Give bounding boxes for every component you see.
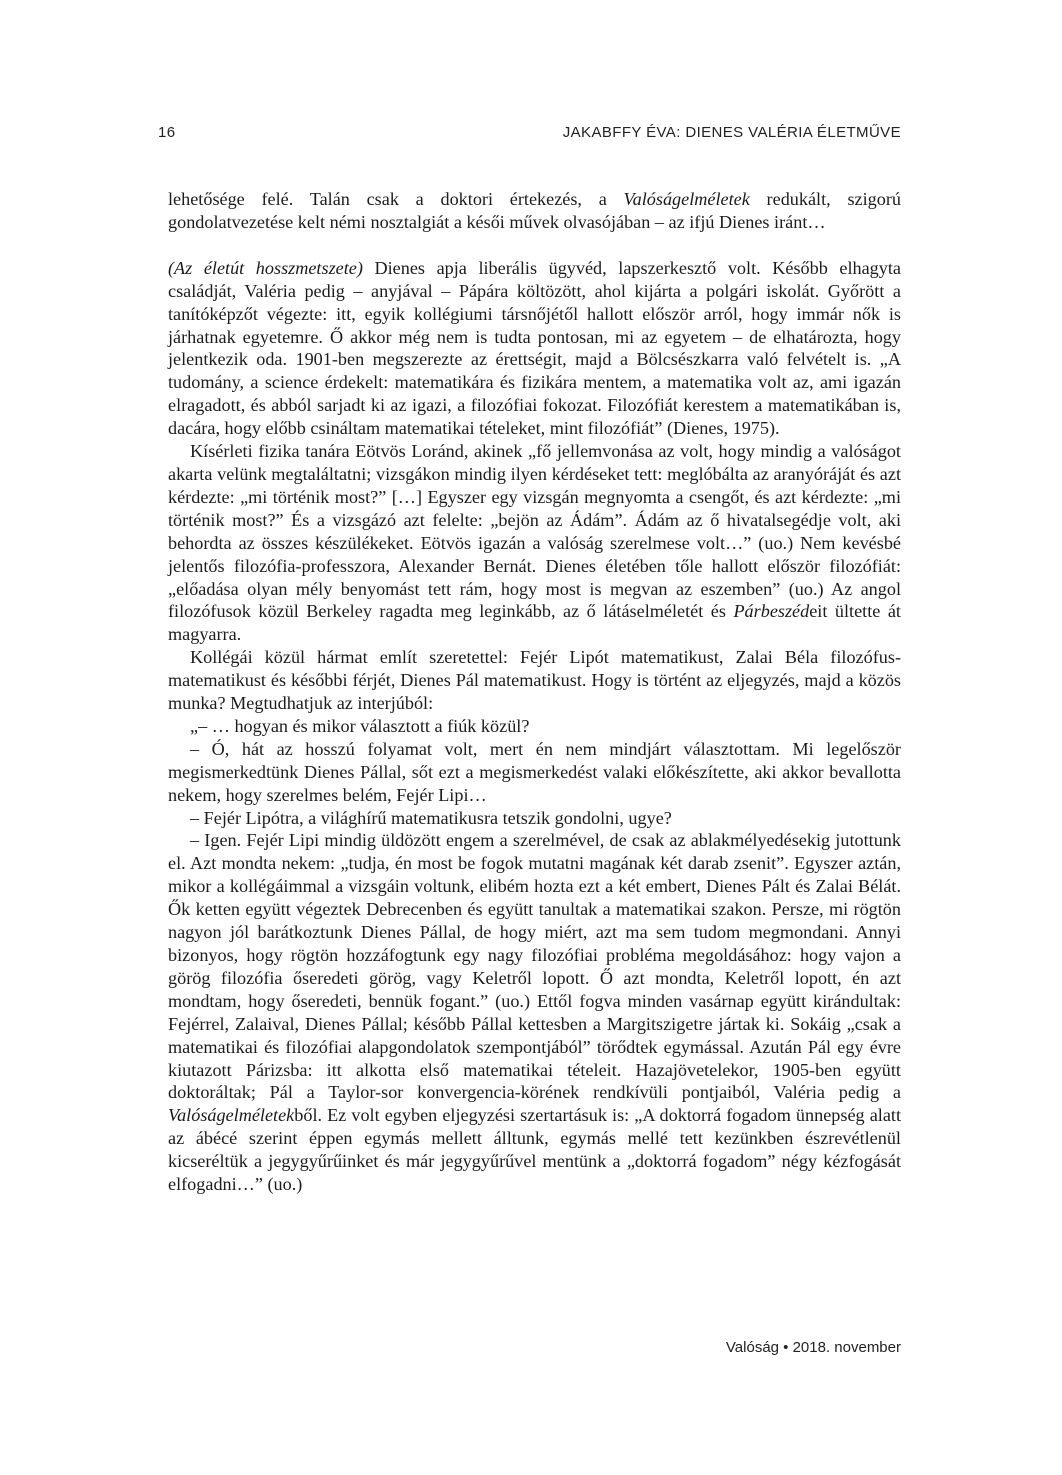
section-gap xyxy=(168,234,901,257)
interview-answer: – Ó, hát az hosszú folyamat volt, mert én nem mindjárt választottam. Mi legelőször megismerkedtünk Dienes Pállal, sőt ezt a megismerkedést valaki előkészítette, aki akkor bevallotta nekem, hogy szerelmes belém, Fejér Lipi… xyxy=(168,738,901,805)
text-run: Dienes apja liberális ügyvéd, lapszerkesztő volt. Később elhagyta családját, Valéria pedig – anyjával – Pápára költözött, ahol kijárta a polgári iskolát. Győrött a tanítóképzőt végezte: itt, egyik kollégiumi társnőjétől hallott először arról, hogy immár nők is járhatnak egyetemre. Ő akkor még nem is tudta pontosan, mi az egyetem – de elhatározta, hogy jelentkezik oda. 1901-ben megszerezte az érettségit, majd a Bölcsészkarra való felvételt is. „A tudomány, a science érdekelt: matematikára és fizikára mentem, a matematika volt az, ami igazán elragadott, és abból sarjadt ki az igazi, a filozófiai fokozat. Filozófiát kerestem a matematikában is, dacára, hogy előbb csináltam matematikai tételeket, mint filozófiát” (Dienes, 1975). xyxy=(168,257,901,439)
article-body xyxy=(168,188,901,1196)
text-run: lehetősége felé. Talán csak a doktori értekezés, a xyxy=(168,189,624,209)
interview-answer xyxy=(168,829,901,1196)
italic-title: Valóságelméletek xyxy=(168,1105,295,1126)
paragraph-continuation xyxy=(168,188,901,234)
page-footer: Valóság • 2018. november xyxy=(725,1339,901,1356)
page-number: 16 xyxy=(158,124,176,141)
running-header xyxy=(158,124,901,146)
text-run: – Igen. Fejér Lipi mindig üldözött engem a szerelmével, de csak az ablakmélyedésekig jutottunk el. Azt mondta nekem: „tudja, én most be fogok mutatni magának két darab zsenit”. Egyszer aztán, mikor a kollégáimmal a vizsgáin voltunk, elibém hozta ezt a két embert, Dienes Pált és Zalai Bélát. Ők ketten együtt végeztek Debrecenben és együtt tanultak a matematikai szakon. Persze, mi rögtön nagyon jól barátkoztunk Dienes Pállal, de hogy miért, azt ma sem tudom megmondani. Annyi bizonyos, hogy rögtön hozzáfogtunk egy nagy filozófiai probléma megoldásához: hogy vajon a görög filozófia őseredeti görög, vagy Keletről lopott. Ő azt mondta, Keletről lopott, én azt mondtam, hogy őseredeti, bennük fogant.” (uo.) Ettől fogva minden vasárnap együtt kirándultak: Fejérrel, Zalaival, Dienes Pállal; később Pállal kettesben a Margitszigetre jártak ki. Sokáig „csak a matematikai és filozófiai alapgondolatok szempontjából” törődtek egymással. Azután Pál egy évre kiutazott Párizsba: itt alkotta első matematikai tételeit. Hazajövetelekor, 1905-ben együtt doktoráltak; Pál a Taylor-sor konvergencia-körének rendkívüli pontjaiból, Valéria pedig a xyxy=(168,830,901,1103)
running-title: JAKABFFY ÉVA: DIENES VALÉRIA ÉLETMŰVE xyxy=(562,124,901,141)
text-run: Kísérleti fizika tanára Eötvös Loránd, akinek „fő jellemvonása az volt, hogy mindig a valóságot akarta velünk megtaláltatni; vizsgákon mindig ilyen kérdéseket tett: meglóbálta az aranyóráját és azt kérdezte: „mi történik most?” […] Egyszer egy vizsgán megnyomta a csengőt, és azt kérdezte: „mi történik most?” És a vizsgázó azt felelte: „bejön az Ádám”. Ádám az ő hivatalsegédje volt, aki behordta az összes készülékeket. Eötvös igazán a valóság szerelmese volt…” (uo.) Nem kevésbé jelentős filozófia-professzora, Alexander Bernát. Dienes életében tőle hallott először filozófiát: „előadása olyan mély benyomást tett rám, hogy most is megvan az eszemben” (uo.) Az angol filozófusok közül Berkeley ragadta meg leginkább, az ő látáselméletét és xyxy=(168,441,901,622)
paragraph-colleagues: Kollégái közül hármat említ szeretettel: Fejér Lipót matematikust, Zalai Béla filozófus-matematikust és későbbi férjét, Dienes Pál matematikust. Hogy is történt az eljegyzés, majd a közös munka? Megtudhatjuk az interjúból: xyxy=(168,647,901,714)
paragraph-life-path xyxy=(168,257,901,440)
section-lead-in: (Az életút hosszmetszete) xyxy=(168,257,363,278)
italic-title: Valóságelméletek xyxy=(623,189,750,209)
italic-title: Párbeszéd xyxy=(733,601,810,622)
text-run: redukált, szigorú gondolatvezetése kelt némi nosztalgiát a késői művek olvasójában – az ifjú Dienes iránt… xyxy=(168,189,901,232)
interview-question: – Fejér Lipótra, a világhírű matematikusra tetszik gondolni, ugye? xyxy=(190,807,672,828)
text-run: eit ültette át magyarra. xyxy=(168,601,901,645)
interview-question: „– … hogyan és mikor választott a fiúk közül? xyxy=(190,715,530,736)
paragraph-eotvos xyxy=(168,440,901,646)
text-run: ből. Ez volt egyben eljegyzési szertartásuk is: „A doktorrá fogadom ünnepség alatt az ábécé szerint éppen egymás mellett álltunk, egymás mellé tett kezünkben észrevétlenül kicseréltük a jegygyűrűinket és már jegygyűrűvel mentünk a „doktorrá fogadom” négy kézfogását elfogadni…” (uo.) xyxy=(168,1105,901,1195)
